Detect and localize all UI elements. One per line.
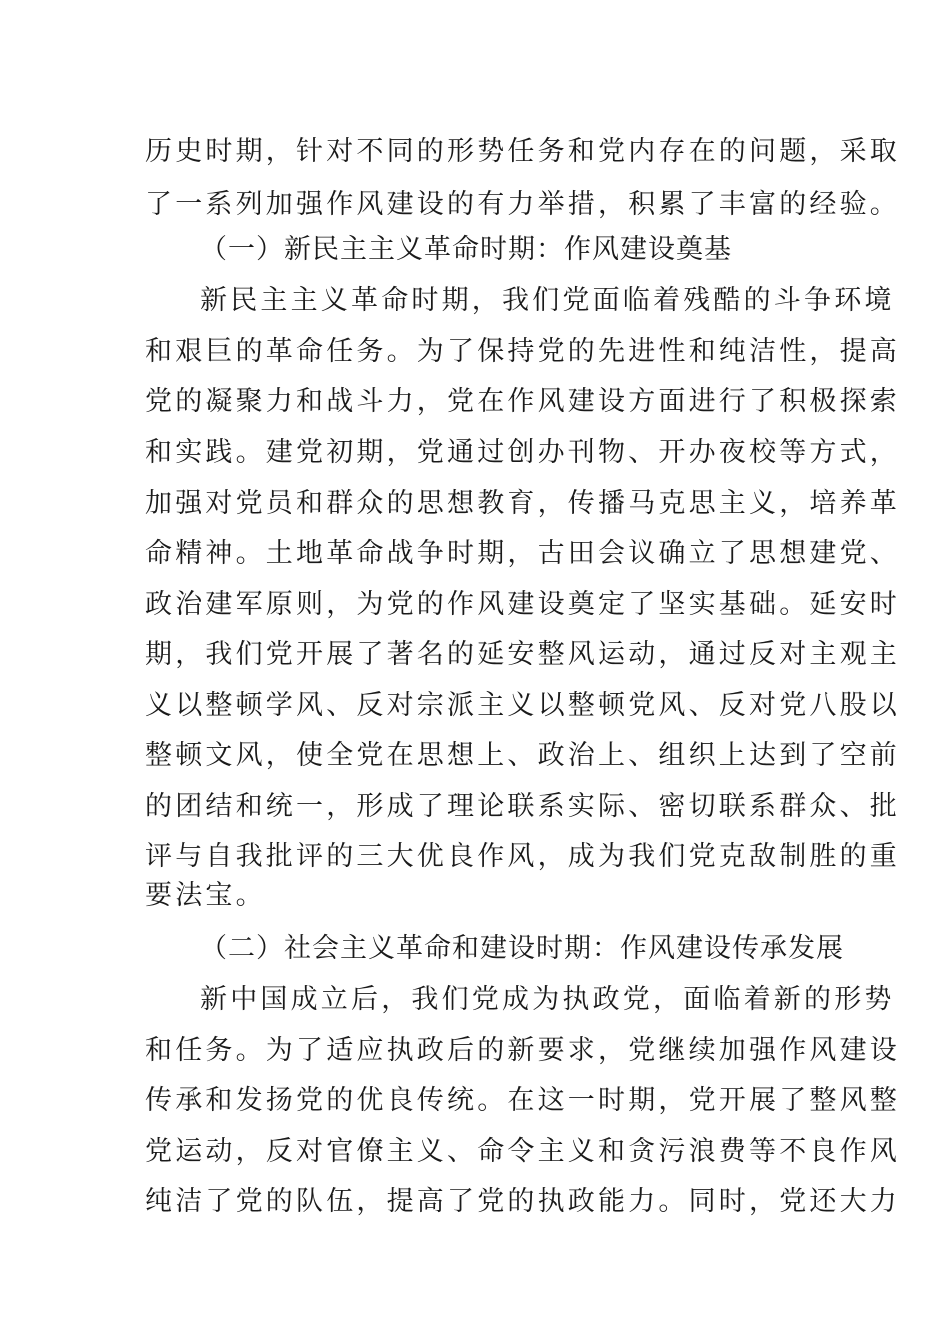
body-text-line: 政治建军原则，为党的作风建设奠定了坚实基础。延安时 xyxy=(145,589,900,620)
body-text-line: 和实践。建党初期，党通过创办刊物、开办夜校等方式， xyxy=(145,437,900,468)
body-text-line: 义以整顿学风、反对宗派主义以整顿党风、反对党八股以 xyxy=(145,690,900,721)
body-text-line: 历史时期，针对不同的形势任务和党内存在的问题，采取 xyxy=(145,136,900,167)
paragraph-first-line: 新中国成立后，我们党成为执政党，面临着新的形势 xyxy=(200,984,895,1015)
body-text-line: 党运动，反对官僚主义、命令主义和贪污浪费等不良作风 xyxy=(145,1136,900,1167)
body-text-line: 命精神。土地革命战争时期，古田会议确立了思想建党、 xyxy=(145,538,900,569)
section-heading-2: （二）社会主义革命和建设时期：作风建设传承发展 xyxy=(200,933,844,964)
body-text-line: 了一系列加强作风建设的有力举措，积累了丰富的经验。 xyxy=(145,189,900,220)
body-text-line: 期，我们党开展了著名的延安整风运动，通过反对主观主 xyxy=(145,639,900,670)
paragraph-first-line: 新民主主义革命时期，我们党面临着残酷的斗争环境 xyxy=(200,285,895,316)
body-text-line: 和艰巨的革命任务。为了保持党的先进性和纯洁性，提高 xyxy=(145,336,900,367)
body-text-line: 纯洁了党的队伍，提高了党的执政能力。同时，党还大力 xyxy=(145,1186,900,1217)
body-text-line: 党的凝聚力和战斗力，党在作风建设方面进行了积极探索 xyxy=(145,386,900,417)
body-text-line: 评与自我批评的三大优良作风，成为我们党克敌制胜的重 xyxy=(145,841,900,872)
body-text-line: 加强对党员和群众的思想教育，传播马克思主义，培养革 xyxy=(145,488,900,519)
body-text-line: 要法宝。 xyxy=(145,880,266,911)
section-heading-1: （一）新民主主义革命时期：作风建设奠基 xyxy=(200,234,732,265)
body-text-line: 和任务。为了适应执政后的新要求，党继续加强作风建设 xyxy=(145,1035,900,1066)
body-text-line: 传承和发扬党的优良传统。在这一时期，党开展了整风整 xyxy=(145,1085,900,1116)
body-text-line: 整顿文风，使全党在思想上、政治上、组织上达到了空前 xyxy=(145,740,900,771)
body-text-line: 的团结和统一，形成了理论联系实际、密切联系群众、批 xyxy=(145,791,900,822)
